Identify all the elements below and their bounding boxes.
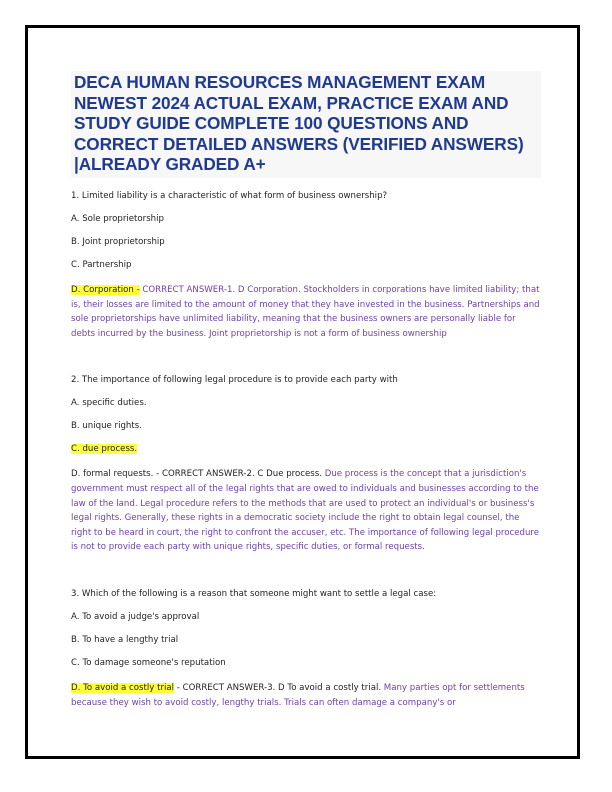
question-text: 1. Limited liability is a characteristic of what form of business ownership?	[71, 190, 388, 201]
document-title: DECA HUMAN RESOURCES MANAGEMENT EXAM NEWEST 2024 ACTUAL EXAM, PRACTICE EXAM AND STUDY GUIDE COMPLETE 100 QUESTIONS AND CORRECT DETAILED ANSWERS (VERIFIED ANSWERS) |ALREADY GRADED A+	[71, 71, 541, 178]
highlighted-answer: D. Corporation -	[71, 284, 140, 295]
answer-explanation: Due process is the concept that a jurisdiction's government must respect all of the legal rights that are owed to individuals and businesses according to the law of the land. Legal procedure refers to the methods that are used to protect an individual's or business's legal rights. Generally, these rights in a democratic society include the right to obtain legal counsel, the right to be heard in court, the right to confront the accuser, etc. The importance of following legal procedure is not to provide each party with unique rights, specific duties, or formal requests.	[71, 469, 540, 553]
question-text: 3. Which of the following is a reason that someone might want to settle a legal case:	[71, 588, 437, 599]
option-b: B. unique rights.	[71, 421, 142, 432]
document-body	[71, 71, 541, 722]
question-block-2	[71, 375, 541, 555]
answer-paragraph	[71, 681, 541, 710]
option-c-highlighted	[71, 444, 541, 455]
option-b: B. Joint proprietorship	[71, 236, 165, 247]
question-block-3	[71, 589, 541, 710]
answer-label: D. formal requests. - CORRECT ANSWER-2. C Due process.	[71, 469, 322, 480]
option-a: A. To avoid a judge's approval	[71, 611, 200, 622]
answer-explanation: CORRECT ANSWER-1. D Corporation. Stockholders in corporations have limited liability; that is, their losses are limited to the amount of money that they have invested in the business. Partnerships and sole proprietorships have unlimited liability, meaning that the business owners are personally liable for debts incurred by the business. Joint proprietorship is not a form of business ownership	[71, 284, 540, 339]
answer-paragraph	[71, 467, 541, 555]
answer-paragraph	[71, 283, 541, 341]
option-a: A. specific duties.	[71, 398, 147, 409]
question-text: 2. The importance of following legal procedure is to provide each party with	[71, 375, 398, 386]
highlighted-answer: D. To avoid a costly trial	[71, 682, 175, 693]
question-block-1	[71, 191, 541, 341]
option-a: A. Sole proprietorship	[71, 213, 164, 224]
answer-label: - CORRECT ANSWER-3. D To avoid a costly trial.	[174, 682, 382, 693]
option-c: C. To damage someone's reputation	[71, 657, 226, 668]
answer-explanation: Many parties opt for settlements because they wish to avoid costly, lengthy trials. Trials can often damage a company's or	[71, 682, 525, 708]
highlighted-answer: C. due process.	[71, 444, 138, 455]
option-b: B. To have a lengthy trial	[71, 634, 179, 645]
option-c: C. Partnership	[71, 259, 132, 270]
